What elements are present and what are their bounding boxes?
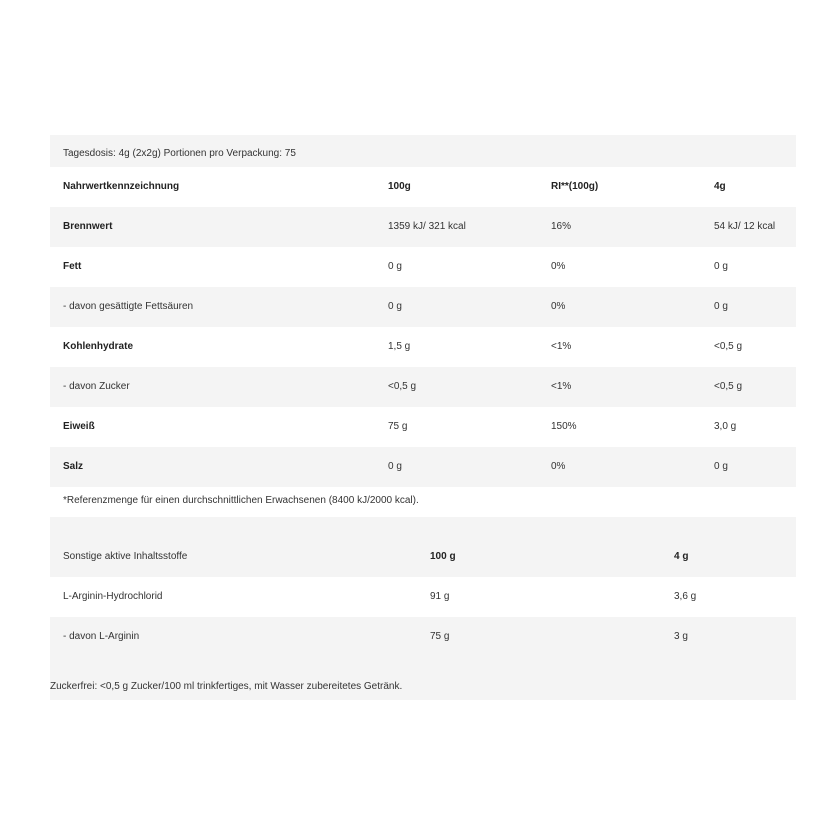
value-ri: 150%: [551, 421, 577, 432]
sugar-free-note: Zuckerfrei: <0,5 g Zucker/100 ml trinkfertiges, mit Wasser zubereitetes Getränk.: [50, 681, 403, 692]
column-header-100g: 100 g: [430, 551, 456, 562]
column-header-label: Nahrwertkennzeichnung: [63, 181, 180, 192]
row-label: Eiweiß: [63, 421, 95, 432]
value-ri: 0%: [551, 301, 566, 312]
row-label: L-Arginin-Hydrochlorid: [63, 591, 163, 602]
value-4g: 0 g: [714, 261, 728, 272]
table-row: [50, 447, 796, 487]
daily-dose-info: Tagesdosis: 4g (2x2g) Portionen pro Verpackung: 75: [63, 148, 296, 159]
value-100g: 1359 kJ/ 321 kcal: [388, 221, 466, 232]
value-100g: 0 g: [388, 461, 402, 472]
value-ri: <1%: [551, 341, 572, 352]
table-row: [50, 407, 796, 447]
value-100g: 91 g: [430, 591, 450, 602]
table-row: [50, 327, 796, 367]
table-row: [50, 247, 796, 287]
value-4g: 54 kJ/ 12 kcal: [714, 221, 776, 232]
row-label: Brennwert: [63, 221, 113, 232]
column-header-active-label: Sonstige aktive Inhaltsstoffe: [63, 551, 188, 562]
value-4g: 0 g: [714, 301, 728, 312]
value-4g: <0,5 g: [714, 341, 743, 352]
row-label: Kohlenhydrate: [63, 341, 134, 352]
value-100g: <0,5 g: [388, 381, 417, 392]
value-100g: 1,5 g: [388, 341, 411, 352]
column-header-4g: 4g: [714, 181, 726, 192]
column-header-4g: 4 g: [674, 551, 689, 562]
row-label: - davon gesättigte Fettsäuren: [63, 301, 194, 312]
row-label: Fett: [63, 261, 82, 272]
value-ri: 0%: [551, 461, 566, 472]
table-row: [50, 367, 796, 407]
active-table-header: [50, 537, 796, 577]
value-4g: 3,0 g: [714, 421, 737, 432]
value-4g: 0 g: [714, 461, 728, 472]
value-4g: <0,5 g: [714, 381, 743, 392]
column-header-100g: 100g: [388, 181, 411, 192]
table-row: [50, 577, 796, 617]
value-4g: 3 g: [674, 631, 688, 642]
table-row: [50, 287, 796, 327]
reference-note: *Referenzmenge für einen durchschnittlichen Erwachsenen (8400 kJ/2000 kcal).: [63, 495, 419, 506]
row-label: - davon L-Arginin: [63, 631, 140, 642]
nutrition-table-header: [50, 167, 796, 207]
value-100g: 0 g: [388, 261, 402, 272]
value-100g: 75 g: [388, 421, 408, 432]
value-100g: 0 g: [388, 301, 402, 312]
row-label: - davon Zucker: [63, 381, 130, 392]
row-label: Salz: [63, 461, 84, 472]
reference-note-row: [50, 487, 796, 517]
value-ri: <1%: [551, 381, 572, 392]
value-100g: 75 g: [430, 631, 450, 642]
table-row: [50, 617, 796, 657]
table-row: [50, 207, 796, 247]
value-4g: 3,6 g: [674, 591, 697, 602]
value-ri: 16%: [551, 221, 572, 232]
value-ri: 0%: [551, 261, 566, 272]
column-header-ri: RI**(100g): [551, 181, 599, 192]
nutrition-panel: [50, 135, 796, 700]
